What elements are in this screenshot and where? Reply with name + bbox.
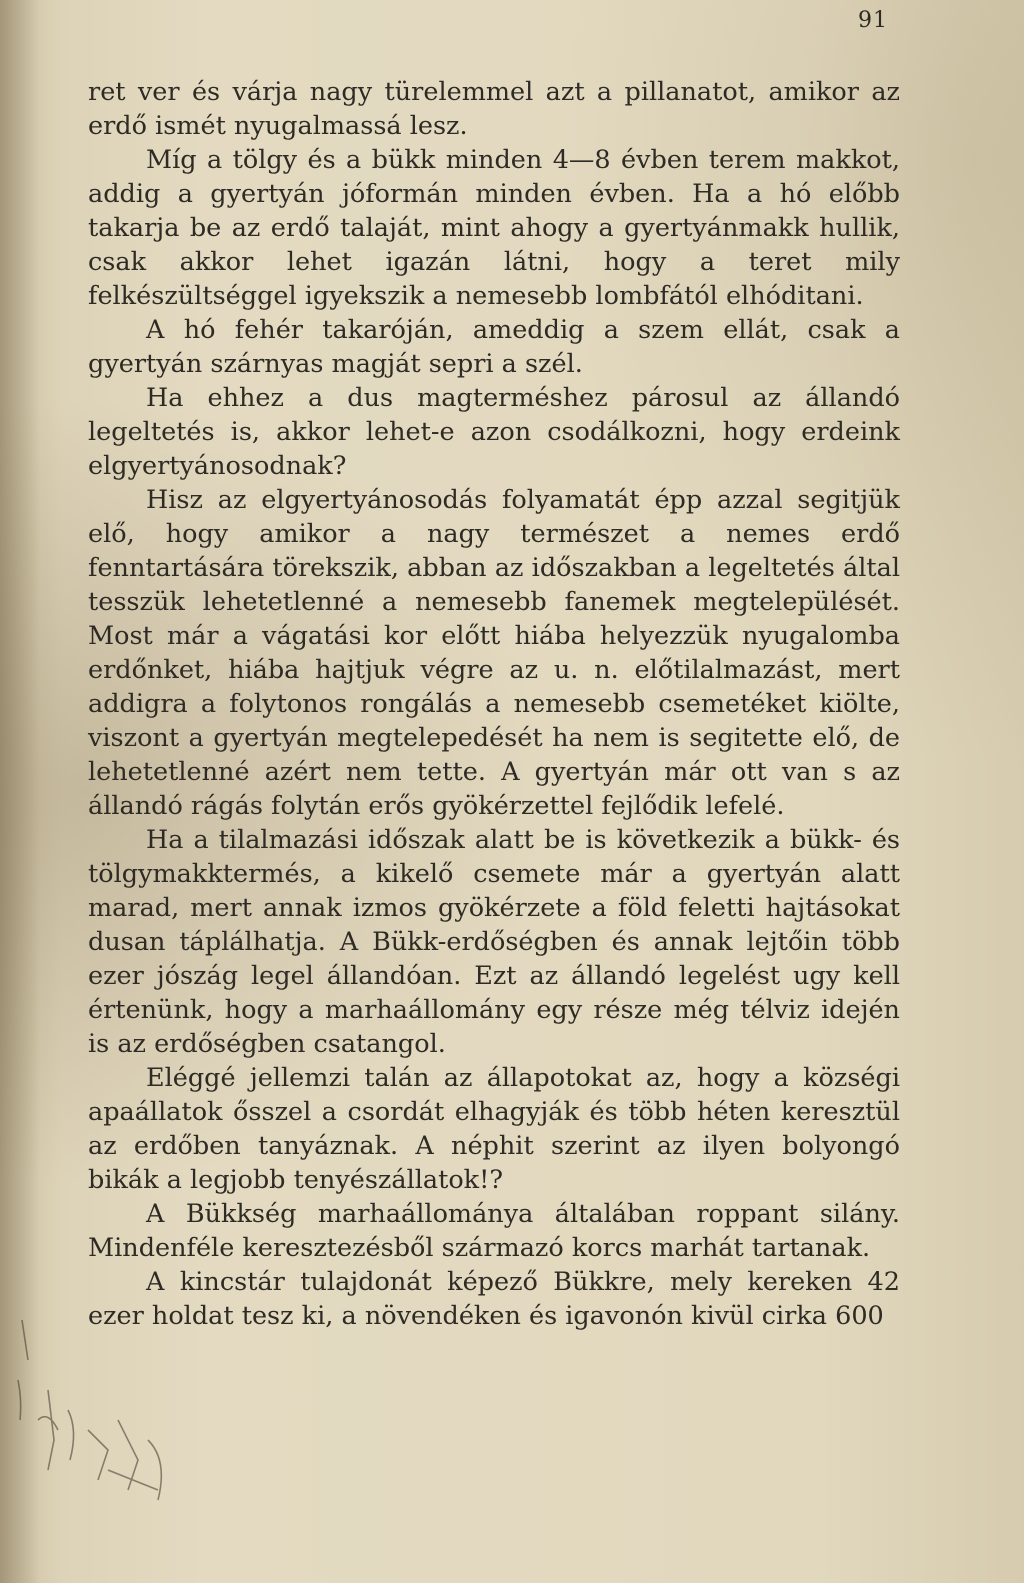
margin-pencil-marks xyxy=(8,1320,208,1520)
paragraph: Ha a tilalmazási időszak alatt be is következik a bükk- és tölgymakktermés, a kikelő csemete már a gyertyán alatt marad, mert annak izmos gyökérzete a föld feletti hajtásokat dusan táplálhatja. A Bükk-erdőségben és annak lejtőin több ezer jószág legel állandóan. Ezt az állandó legelést ugy kell értenünk, hogy a marhaállomány egy része még télviz idején is az erdőségben csatangol. xyxy=(88,825,900,1059)
paragraph: A Bükkség marhaállománya általában roppant silány. Mindenféle keresztezésből származó korcs marhát tartanak. xyxy=(88,1199,900,1263)
paragraph: A hó fehér takaróján, ameddig a szem ellát, csak a gyertyán szárnyas magját sepri a szél. xyxy=(88,315,900,379)
paragraph: Míg a tölgy és a bükk minden 4—8 évben terem makkot, addig a gyertyán jóformán minden évben. Ha a hó előbb takarja be az erdő talaját, mint ahogy a gyertyánmakk hullik, csak akkor lehet igazán látni, hogy a teret mily felkészültséggel igyekszik a nemesebb lombfától elhóditani. xyxy=(88,145,900,311)
paragraph: Eléggé jellemzi talán az állapotokat az, hogy a községi apaállatok ősszel a csordát elhagyják és több héten keresztül az erdőben tanyáznak. A néphit szerint az ilyen bolyongó bikák a legjobb tenyészállatok!? xyxy=(88,1063,900,1195)
paragraph: ret ver és várja nagy türelemmel azt a pillanatot, amikor az erdő ismét nyugalmassá lesz. xyxy=(88,77,900,141)
body-text xyxy=(88,75,900,1333)
paragraph: Hisz az elgyertyánosodás folyamatát épp azzal segitjük elő, hogy amikor a nagy természet a nemes erdő fenntartására törekszik, abban az időszakban a legeltetés által tesszük lehetetlenné a nemesebb fanemek megtelepülését. Most már a vágatási kor előtt hiába helyezzük nyugalomba erdőnket, hiába hajtjuk végre az u. n. előtilalmazást, mert addigra a folytonos rongálás a nemesebb csemetéket kiölte, viszont a gyertyán megtelepedését ha nem is segitette elő, de lehetetlenné azért nem tette. A gyertyán már ott van s az állandó rágás folytán erős gyökérzettel fejlődik lefelé. xyxy=(88,485,900,821)
page-number: 91 xyxy=(858,8,888,33)
paragraph: A kincstár tulajdonát képező Bükkre, mely kereken 42 ezer holdat tesz ki, a növendéken és igavonón kivül cirka 600 xyxy=(88,1267,900,1331)
paragraph: Ha ehhez a dus magterméshez párosul az állandó legeltetés is, akkor lehet-e azon csodálkozni, hogy erdeink elgyertyánosodnak? xyxy=(88,383,900,481)
